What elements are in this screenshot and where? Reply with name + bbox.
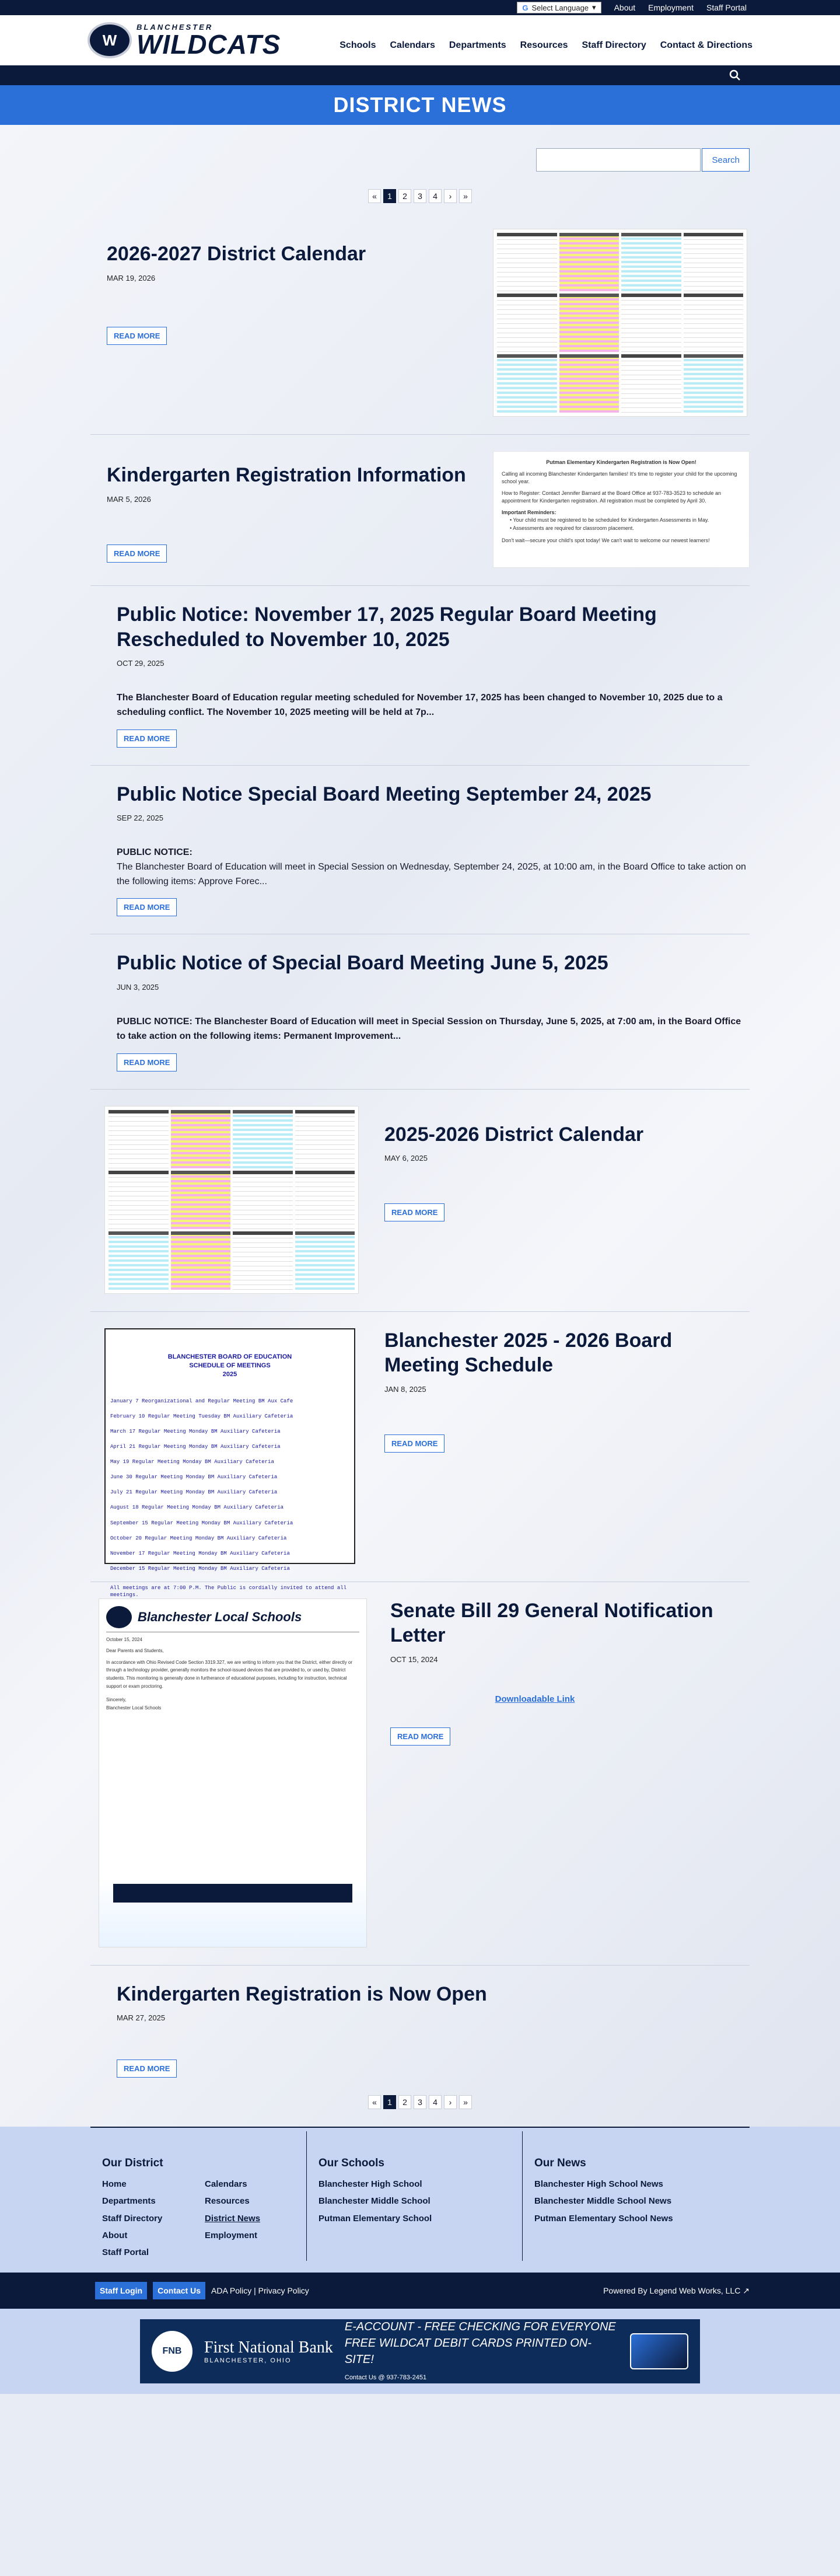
footer-link-hs-news[interactable]: Blanchester High School News (534, 2179, 663, 2190)
news-post (90, 1966, 750, 2084)
credit-link[interactable]: Powered By Legend Web Works, LLC ↗ (603, 2285, 750, 2295)
read-more-button[interactable]: READ MORE (117, 2060, 177, 2078)
topbar-link-about[interactable]: About (614, 3, 636, 12)
read-more-button[interactable]: READ MORE (390, 1727, 450, 1746)
pager-page-2[interactable]: 2 (398, 189, 411, 203)
post-excerpt: The Blanchester Board of Education will meet in Special Session on Wednesday, September 24, 2025, at 10:00 am, in the Board Office to take action on the following items: Approve Forec... (117, 861, 746, 886)
topbar-link-staff-portal[interactable]: Staff Portal (706, 3, 747, 12)
footer-link-departments[interactable]: Departments (102, 2196, 156, 2207)
debit-card-icon (630, 2333, 688, 2369)
read-more-button[interactable]: READ MORE (117, 898, 177, 916)
nav-schools[interactable]: Schools (340, 40, 376, 50)
board-schedule-thumbnail[interactable]: BLANCHESTER BOARD OF EDUCATION SCHEDULE OF MEETINGS 2025 January 7 Reorganizational and Regular Meeting BM Aux Cafe February 10 Regular Meeting Tuesday BM Auxiliary Cafeteria March 17 Regular Meeting Monday BM Auxiliary Cafeteria April 21 Regular Meeting Monday BM Auxiliary Cafeteria May 19 Regular Meeting Monday BM Auxiliary Cafeteria June 30 Regular Meeting Monday BM Auxiliary Cafeteria July 21 Regular Meeting Monday BM Auxiliary Cafeteria August 18 Regular Meeting Monday BM Auxiliary Cafeteria September 15 Regular Meeting Monday BM Auxiliary Cafeteria October 20 Regular Meeting Monday BM Auxiliary Cafeteria November 17 Regular Meeting Monday BM Auxiliary Cafeteria December 15 Regular Meeting Monday BM Auxiliary Cafeteria All meetings are at 7:00 P.M. The Public is cordially invited to attend all meetings. (104, 1328, 355, 1564)
footer-link-about[interactable]: About (102, 2230, 128, 2240)
footer-link-ms-news[interactable]: Blanchester Middle School News (534, 2196, 672, 2207)
pager-next[interactable]: › (444, 2095, 457, 2109)
downloadable-link[interactable]: Downloadable Link (495, 1694, 575, 1704)
pager-first[interactable]: « (368, 2095, 381, 2109)
calendar-thumbnail[interactable] (493, 229, 747, 417)
pagination-top (0, 189, 840, 203)
news-content (0, 125, 840, 2127)
site-logo[interactable]: W BLANCHESTER WILDCATS (88, 22, 281, 58)
post-date: OCT 29, 2025 (117, 659, 164, 668)
site-search-bar (0, 65, 840, 85)
nav-staff-directory[interactable]: Staff Directory (582, 40, 646, 50)
read-more-button[interactable]: READ MORE (107, 544, 167, 563)
post-title[interactable]: Kindergarten Registration is Now Open (117, 1982, 487, 2005)
pager-next[interactable]: › (444, 189, 457, 203)
nav-resources[interactable]: Resources (520, 40, 568, 50)
pager-page-3[interactable]: 3 (414, 2095, 426, 2109)
post-title[interactable]: Blanchester 2025 - 2026 Board Meeting Schedule (384, 1329, 673, 1377)
news-post (90, 586, 750, 766)
post-date: MAR 19, 2026 (107, 273, 156, 282)
pager-page-4[interactable]: 4 (429, 2095, 442, 2109)
footer-heading-schools: Our Schools (318, 2157, 384, 2170)
post-date: OCT 15, 2024 (390, 1654, 438, 1664)
footer-link-employment[interactable]: Employment (205, 2230, 258, 2240)
google-icon: G (522, 3, 528, 12)
language-select[interactable]: G Select Language ▾ (517, 2, 601, 13)
pager-last[interactable]: » (459, 189, 472, 203)
post-excerpt: The Blanchester Board of Education regular meeting scheduled for November 17, 2025 has been changed to November 10, 2025 due to a scheduling conflict. The November 10, 2025 meeting will be held at 7p... (117, 693, 723, 717)
top-utility-bar (0, 0, 840, 15)
site-footer (0, 2127, 840, 2273)
read-more-button[interactable]: READ MORE (117, 729, 177, 748)
post-date: JAN 8, 2025 (384, 1384, 426, 1394)
news-post (90, 934, 750, 1089)
footer-link-home[interactable]: Home (102, 2179, 127, 2190)
topbar-link-employment[interactable]: Employment (648, 3, 694, 12)
post-date: MAR 27, 2025 (117, 2013, 166, 2023)
news-post (90, 435, 750, 586)
chevron-down-icon: ▾ (592, 3, 596, 12)
search-icon[interactable] (729, 69, 741, 81)
read-more-button[interactable]: READ MORE (384, 1434, 444, 1453)
news-post (90, 214, 750, 435)
external-link-icon: ↗ (743, 2285, 750, 2295)
post-title[interactable]: 2025-2026 District Calendar (384, 1123, 644, 1146)
footer-link-high-school[interactable]: Blanchester High School (318, 2179, 422, 2190)
post-excerpt: PUBLIC NOTICE: The Blanchester Board of Education will meet in Special Session on Thursday, June 5, 2025, at 7:00 am, in the Board Office to take action on the following items: Permanent Improvement... (117, 1016, 741, 1041)
page-title: DISTRICT NEWS (0, 85, 840, 125)
footer-heading-news: Our News (534, 2157, 586, 2170)
pagination-bottom (0, 2095, 840, 2127)
nav-contact-directions[interactable]: Contact & Directions (660, 40, 752, 50)
read-more-button[interactable]: READ MORE (384, 1203, 444, 1221)
footer-heading-district: Our District (102, 2157, 163, 2170)
footer-link-calendars[interactable]: Calendars (205, 2179, 247, 2190)
pager-page-4[interactable]: 4 (429, 189, 442, 203)
contact-us-button[interactable]: Contact Us (153, 2282, 205, 2299)
pager-first[interactable]: « (368, 189, 381, 203)
post-title[interactable]: 2026-2027 District Calendar (107, 243, 366, 265)
letter-thumbnail[interactable]: Blanchester Local Schools October 15, 2024 Dear Parents and Students, In accordance with Ohio Revised Code Section 3319.327, we are writing to inform you that the District, either directly or through a technology provider, generally monitors the school-issued devices that are provided to, or used by, District students. This monitoring is generally done in furtherance of educational purposes, including for instruction, technical support or exam proctoring. Sincerely, Blanchester Local Schools (99, 1598, 367, 1947)
news-search (90, 148, 750, 172)
news-search-input[interactable] (536, 148, 701, 172)
news-post: Public Notice Special Board Meeting September 24, 2025 SEP 22, 2025 PUBLIC NOTICE: The Blanchester Board of Education will meet in Special Session on Wednesday, September 24, 2025, at 10:00 am, in the Board Office to take action on the following items: Approve Forec... READ MORE (90, 766, 750, 935)
main-nav (340, 40, 752, 51)
policy-links[interactable]: ADA Policy | Privacy Policy (211, 2286, 309, 2296)
pager-page-1[interactable]: 1 (383, 2095, 396, 2109)
read-more-button[interactable]: READ MORE (107, 327, 167, 345)
post-title[interactable]: Kindergarten Registration Information (107, 464, 466, 486)
nav-calendars[interactable]: Calendars (390, 40, 435, 50)
post-date: SEP 22, 2025 (117, 814, 163, 823)
post-date: MAR 5, 2026 (107, 494, 151, 504)
staff-login-button[interactable]: Staff Login (95, 2282, 147, 2299)
footer-link-staff-directory[interactable]: Staff Directory (102, 2213, 163, 2224)
footer-link-elementary[interactable]: Putman Elementary School (318, 2213, 432, 2224)
site-header (0, 15, 840, 65)
post-title[interactable]: Public Notice Special Board Meeting September 24, 2025 (117, 783, 652, 805)
pager-page-3[interactable]: 3 (414, 189, 426, 203)
letter-footer-band (113, 1884, 352, 1903)
wildcat-mascot-icon: W (88, 22, 132, 58)
calendar-thumbnail[interactable] (104, 1106, 359, 1294)
footer-link-staff-portal[interactable]: Staff Portal (102, 2247, 149, 2258)
district-logo-icon (106, 1606, 132, 1628)
bottom-bar (0, 2273, 840, 2309)
post-title[interactable]: Senate Bill 29 General Notification Letter (390, 1599, 713, 1647)
pager-page-1[interactable]: 1 (383, 189, 396, 203)
sponsor-ad-area (0, 2309, 840, 2394)
news-post (90, 1090, 750, 1312)
news-search-button[interactable]: Search (702, 148, 750, 172)
post-title[interactable]: Public Notice of Special Board Meeting June 5, 2025 (117, 952, 608, 975)
post-date: JUN 3, 2025 (117, 982, 159, 992)
footer-link-es-news[interactable]: Putman Elementary School News (534, 2213, 673, 2224)
post-title[interactable]: Public Notice: November 17, 2025 Regular Board Meeting Rescheduled to November 10, 2025 (117, 603, 657, 651)
bank-seal-icon: FNB (152, 2331, 192, 2372)
footer-link-middle-school[interactable]: Blanchester Middle School (318, 2196, 430, 2207)
pager-last[interactable]: » (459, 2095, 472, 2109)
nav-departments[interactable]: Departments (449, 40, 506, 50)
sponsor-banner[interactable]: FNB First National Bank BLANCHESTER, OHIO E-ACCOUNT - FREE CHECKING FOR EVERYONE FREE WILDCAT DEBIT CARDS PRINTED ON-SITE! Contact Us @ 937-783-2451 (140, 2319, 700, 2383)
registration-flyer-thumbnail[interactable]: Putman Elementary Kindergarten Registration is Now Open! Calling all incoming Blanchester Kindergarten families! It's time to register your child for the upcoming school year. How to Register: Contact Jennifer Barnard at the Board Office at 937-783-3523 to schedule an appointment for Kindergarten registration. All registration must be completed by April 30. Important Reminders: • Your child must be registered to be scheduled for Kindergarten Assessments in May. • Assessments are required for classroom placement. Don't wait—secure your child's spot today! We can't wait to welcome our newest learners! (493, 451, 750, 568)
footer-link-resources[interactable]: Resources (205, 2196, 250, 2207)
news-post (90, 1312, 750, 1598)
pager-page-2[interactable]: 2 (398, 2095, 411, 2109)
read-more-button[interactable]: READ MORE (117, 1053, 177, 1071)
footer-link-district-news[interactable]: District News (205, 2213, 261, 2224)
post-date: MAY 6, 2025 (384, 1154, 428, 1163)
news-post (90, 1582, 750, 1966)
